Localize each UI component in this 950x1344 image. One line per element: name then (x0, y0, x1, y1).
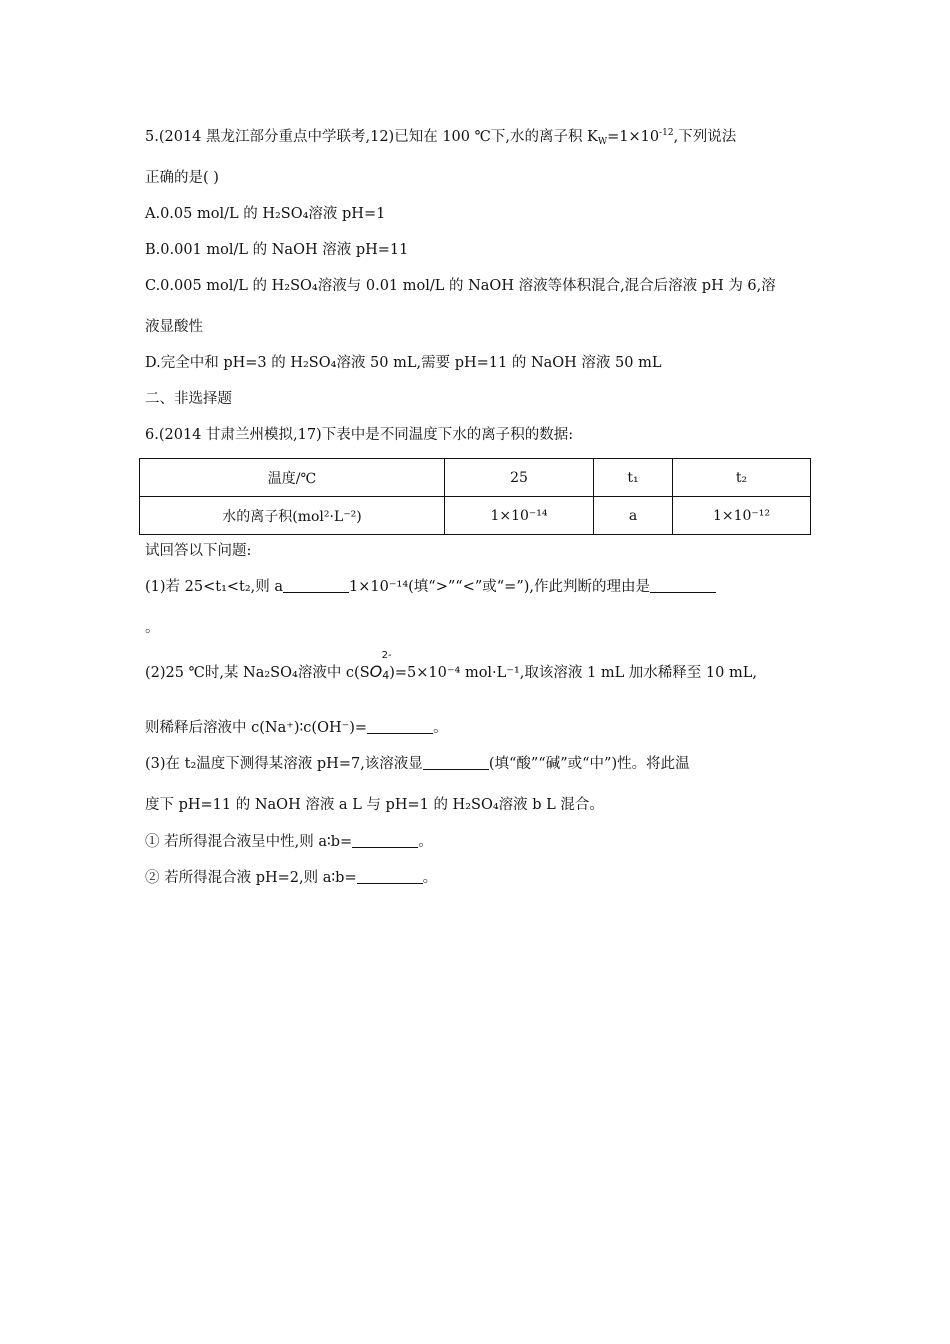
answer-blank[interactable] (357, 869, 423, 884)
q5-option-a: A.0.05 mol/L 的 H₂SO₄溶液 pH=1 (145, 206, 386, 222)
sulfate-ion-formula: O 2- 4 (369, 650, 392, 682)
answer-blank[interactable] (423, 755, 489, 770)
q5-option-d: D.完全中和 pH=3 的 H₂SO₄溶液 50 mL,需要 pH=11 的 NaOH 溶液 50 mL (145, 355, 662, 371)
table-row-label: 水的离子积(mol²·L⁻²) (140, 497, 445, 535)
table-header-cell: 温度/℃ (140, 459, 445, 497)
table-row (140, 459, 811, 497)
table-cell: 1×10⁻¹⁴ (445, 497, 594, 535)
answer-blank[interactable] (283, 578, 349, 593)
q6-part1: (1)若 25<t₁<t₂,则 a 1×10⁻¹⁴(填“>”“<”或“=”),作此判断的理由是 (145, 577, 716, 597)
q6-part3-sub1: ① 若所得混合液呈中性,则 a∶b= 。 (145, 834, 433, 850)
q5-option-c: C.0.005 mol/L 的 H₂SO₄溶液与 0.01 mol/L 的 NaOH 溶液等体积混合,混合后溶液 pH 为 6,溶 (145, 278, 776, 294)
q6-part3-line2: 度下 pH=11 的 NaOH 溶液 a L 与 pH=1 的 H₂SO₄溶液 b L 混合。 (145, 797, 604, 813)
q6-part2: (2)25 ℃时,某 Na₂SO₄溶液中 c(SO 2- 4)=5×10⁻⁴ mol·L⁻¹,取该溶液 1 mL 加水稀释至 10 mL, (145, 650, 757, 682)
q5-stem-line1: 5.(2014 黑龙江部分重点中学联考,12)已知在 100 ℃下,水的离子积 $K_W=1\times 10^{-12}$,下列说法 (145, 128, 737, 147)
answer-blank[interactable] (367, 719, 433, 734)
answer-blank[interactable] (352, 833, 418, 848)
table-row (140, 497, 811, 535)
table-header-cell: 25 (445, 459, 594, 497)
table-header-cell: t₂ (673, 459, 811, 497)
q5-option-c-cont: 液显酸性 (145, 319, 203, 335)
q6-part1-end: 。 (145, 620, 160, 636)
q6-prompt: 试回答以下问题: (145, 543, 252, 559)
q5-stem-line2: 正确的是( ) (145, 170, 219, 186)
q6-part2-line2: 则稀释后溶液中 c(Na⁺)∶c(OH⁻)= 。 (145, 720, 448, 736)
q6-intro: 6.(2014 甘肃兰州模拟,17)下表中是不同温度下水的离子积的数据: (145, 427, 574, 443)
section-title: 二、非选择题 (145, 391, 232, 407)
table-cell: 1×10⁻¹² (673, 497, 811, 535)
q5-option-b: B.0.001 mol/L 的 NaOH 溶液 pH=11 (145, 242, 409, 258)
q6-part3: (3)在 t₂温度下测得某溶液 pH=7,该溶液显 (填“酸”“碱”或“中”)性。将此温 (145, 756, 690, 772)
table-header-cell: t₁ (594, 459, 673, 497)
q6-part3-sub2: ② 若所得混合液 pH=2,则 a∶b= 。 (145, 870, 438, 886)
ion-product-table (139, 458, 811, 535)
table-cell: a (594, 497, 673, 535)
answer-blank[interactable] (650, 578, 716, 593)
